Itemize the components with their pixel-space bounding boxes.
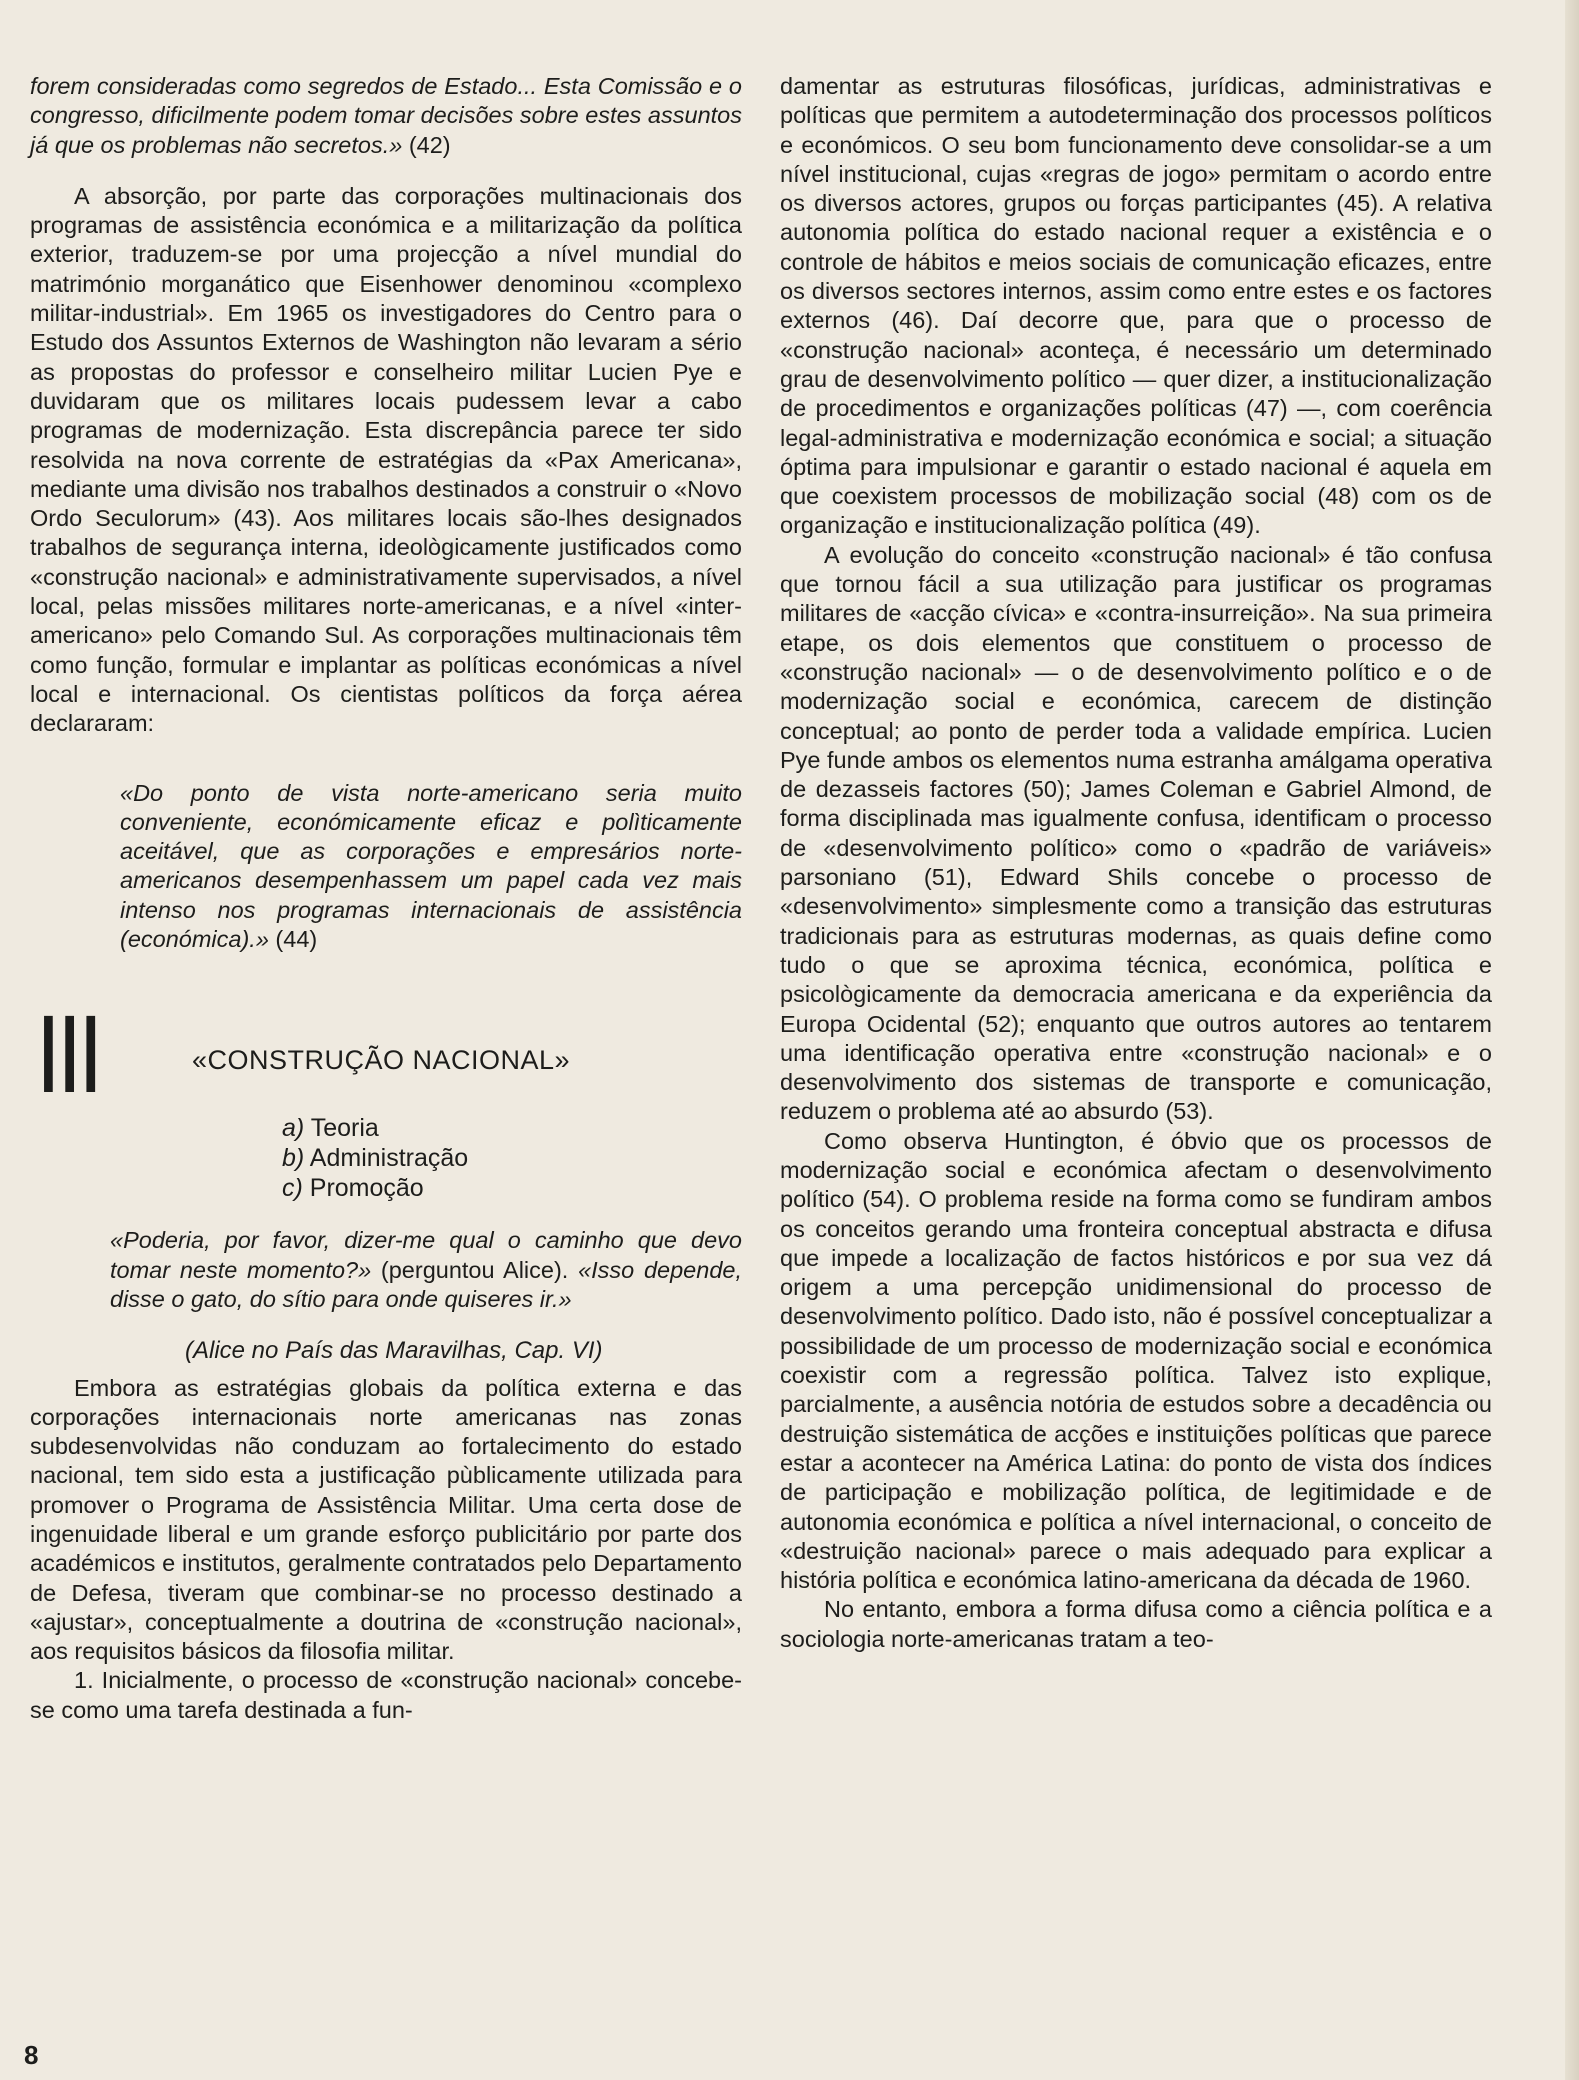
section-heading xyxy=(30,994,742,1226)
epigraph: «Poderia, por favor, dizer-me qual o caminho que devo tomar neste momento?» (perguntou Alice). «Isso depende, disse o gato, do sítio para onde quiseres ir.» xyxy=(110,1227,742,1312)
paragraph: Embora as estratégias globais da política externa e das corporações internacionais norte americanas nas zonas subdesenvolvidas não conduzam ao fortalecimento do estado nacional, tem sido esta a justificação pùblicamente utilizada para promover o Programa de Assistência Militar. Uma certa dose de ingenuidade liberal e um grande esforço publicitário por parte dos académicos e institutos, geralmente contratados pelo Departamento de Defesa, tiveram que combinar-se no processo destinado a «ajustar», conceptualmente a doutrina de «construção nacional», aos requisitos básicos da filosofia militar. xyxy=(30,1374,742,1665)
subsection-item: c) Promoção xyxy=(282,1174,424,1203)
paragraph: No entanto, embora a forma difusa como a ciência política e a sociologia norte-americanas tratam a teo- xyxy=(780,1596,1492,1652)
epigraph-source: (Alice no País das Maravilhas, Cap. VI) xyxy=(185,1337,603,1365)
section-numeral: III xyxy=(40,993,104,1117)
paragraph: 1. Inicialmente, o processo de «construção nacional» concebe-se como uma tarefa destinada a fun- xyxy=(30,1667,742,1723)
page-edge xyxy=(1565,0,1579,2080)
page-number: 8 xyxy=(24,2040,39,2070)
paragraph: A absorção, por parte das corporações multinacionais dos programas de assistência económica e a militarização da política exterior, traduzem-se por uma projecção a nível mundial do matrimónio morganático que Eisenhower denominou «complexo militar-industrial». Em 1965 os investigadores do Centro para o Estudo dos Assuntos Externos de Washington não levaram a sério as propostas do professor e conselheiro militar Lucien Pye e duvidaram que os militares locais pudessem levar a cabo programas de modernização. Esta discrepância parece ter sido resolvida na nova corrente de estratégias da «Pax Americana», mediante uma divisão nos trabalhos destinados a construir o «Novo Ordo Seculorum» (43). Aos militares locais são-lhes designados trabalhos de segurança interna, ideològicamente justificados como «construção nacional» e administrativamente supervisados, a nível local, pelas missões militares norte-americanas, e a nível «inter-americano» pelo Comando Sul. As corporações multinacionais têm como função, formular e implantar as políticas económicas a nível local e internacional. Os cientistas políticos da força aérea declararam: xyxy=(30,182,742,737)
subsection-item: a) Teoria xyxy=(282,1114,379,1143)
section-title: «CONSTRUÇÃO NACIONAL» xyxy=(192,1045,571,1076)
block-quote: «Do ponto de vista norte-americano seria muito conveniente, económicamente eficaz e polìticamente aceitável, que as corporações e empresários norte-americanos desempenhassem um papel cada vez mais intenso nos programas internacionais de assistência (económica).» (44) xyxy=(120,779,742,953)
paragraph: Como observa Huntington, é óbvio que os processos de modernização social e económica afectam o desenvolvimento político (54). O problema reside na forma como se fundiram ambos os conceitos gerando uma fronteira conceptual abstracta e difusa que impede a localização de factos históricos e por sua vez dá origem a uma percepção unidimensional do processo de desenvolvimento político. Dado isto, não é possível conceptualizar a possibilidade de um processo de modernização social e económica coexistir com a regressão política. Talvez isto explique, parcialmente, a ausência notória de estudos sobre a decadência ou destruição sistemática de acções e instituições políticas que parece estar a acontecer na América Latina: do ponto de vista dos índices de participação e mobilização política, de legitimidade e de autonomia económica e política a nível internacional, o conceito de «destruição nacional» parece o mais adequado para explicar a história política e económica latino-americana da década de 1960. xyxy=(780,1127,1492,1594)
subsection-item: b) Administração xyxy=(282,1144,469,1173)
paragraph: A evolução do conceito «construção nacional» é tão confusa que tornou fácil a sua utilização para justificar os programas militares de «acção cívica» e «contra-insurreição». Na sua primeira etape, os dois elementos que constituem o processo de «construção nacional» — o de desenvolvimento político e o de modernização social e económica, carecem de distinção conceptual; ao ponto de perder toda a validade empírica. Lucien Pye funde ambos os elementos numa estranha amálgama operativa de dezasseis factores (50); James Coleman e Gabriel Almond, de forma disciplinada mas igualmente confusa, identificam o processo de «desenvolvimento político» como o «padrão de variáveis» parsoniano (51), Edward Shils concebe o processo de «desenvolvimento» simplesmente como a transição das estruturas tradicionais para as estruturas modernas, as quais define como tudo o que se aproxima técnica, económica, política e psicològicamente da democracia americana e da experiência da Europa Ocidental (52); enquanto que outros autores ao tentarem uma identificação operativa entre «construção nacional» e o desenvolvimento dos sistemas de transporte e comunicação, reduzem o problema até ao absurdo (53). xyxy=(780,541,1492,1125)
quote-continuation: forem consideradas como segredos de Estado... Esta Comissão e o congresso, dificilmente podem tomar decisões sobre estes assuntos já que os problemas não secretos.» (42) xyxy=(30,73,742,158)
paragraph: damentar as estruturas filosóficas, jurídicas, administrativas e políticas que permitem a autodeterminação dos processos políticos e económicos. O seu bom funcionamento deve consolidar-se a um nível institucional, cujas «regras de jogo» permitam o acordo entre os diversos actores, grupos ou forças participantes (45). A relativa autonomia política do estado nacional requer a existência e o controle de hábitos e meios sociais de comunicação eficazes, entre os diversos sectores internos, assim como entre estes e os factores externos (46). Daí decorre que, para que o processo de «construção nacional» aconteça, é necessário um determinado grau de desenvolvimento político — quer dizer, a institucionalização de procedimentos e organizações políticas (47) —, com coerência legal-administrativa e modernização económica e social; a situação óptima para impulsionar e garantir o estado nacional é aquela em que coexistem processos de mobilização social (48) com os de organização e institucionalização política (49). xyxy=(780,73,1492,539)
right-column xyxy=(780,72,1492,1654)
left-column xyxy=(30,72,742,1725)
